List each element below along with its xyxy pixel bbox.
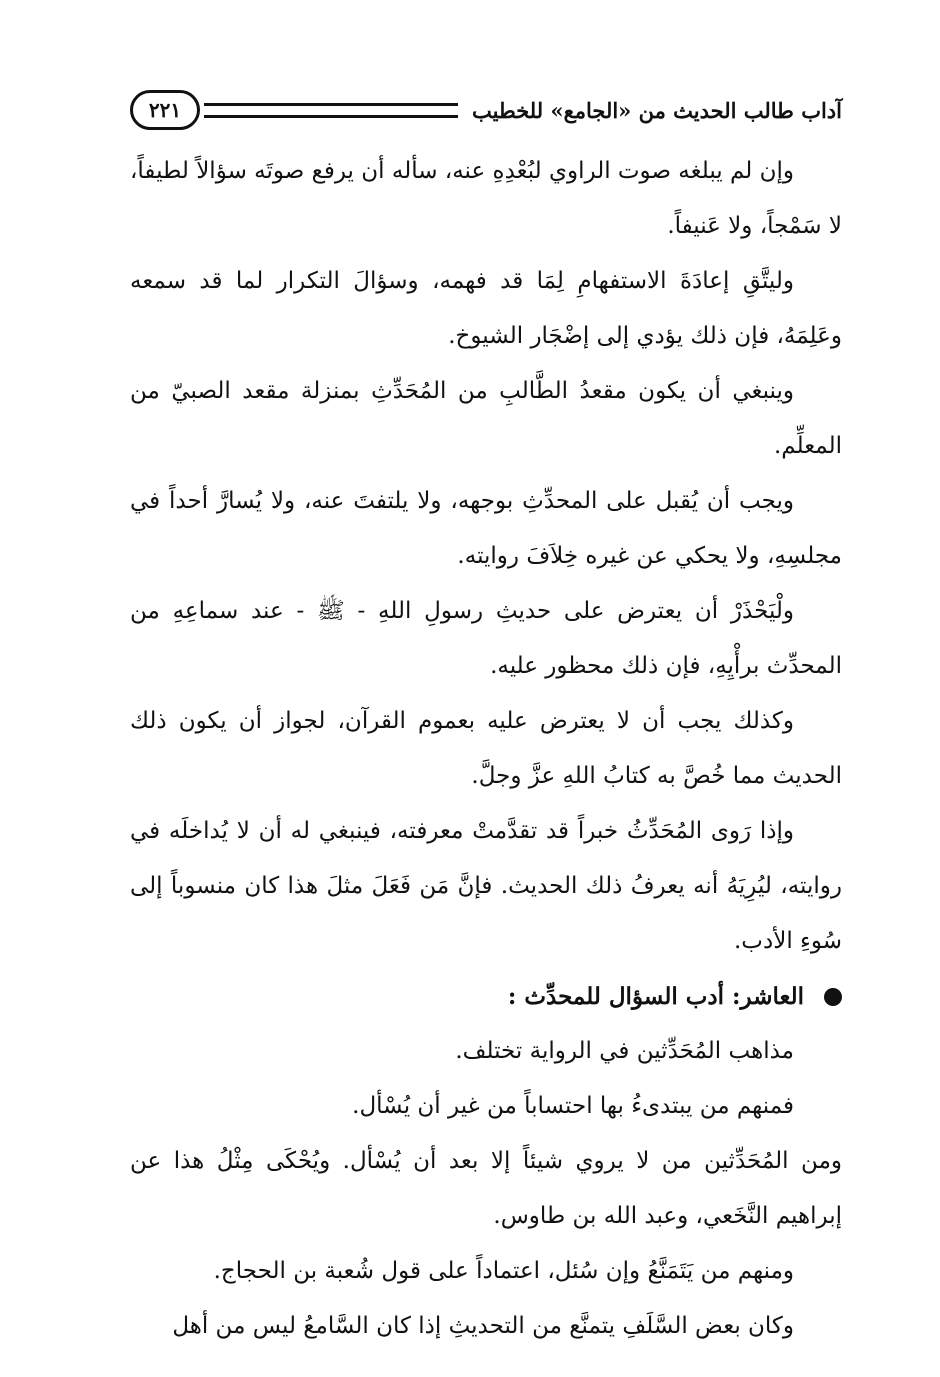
- paragraph: وكذلك يجب أن لا يعترض عليه بعموم القرآن، لجواز أن يكون ذلك الحديث مما خُصَّ به كتابُ اللهِ عزَّ وجلَّ.: [130, 708, 842, 789]
- page-header: [130, 84, 842, 136]
- paragraph: وينبغي أن يكون مقعدُ الطَّالبِ من المُحَدِّثِ بمنزلة مقعد الصبيّ من المعلِّم.: [130, 378, 842, 459]
- paragraph: وكان بعض السَّلَفِ يتمنَّع من التحديثِ إذا كان السَّامعُ ليس من أهل: [172, 1313, 794, 1339]
- paragraph: ولْيَحْذَرْ أن يعترض على حديثِ رسولِ اللهِ - ﷺ - عند سماعِهِ من المحدِّث برأْيِهِ، فإن ذلك محظور عليه.: [130, 598, 842, 679]
- running-title: آداب طالب الحديث من «الجامع» للخطيب: [472, 97, 842, 123]
- paragraph: وليتَّقِ إعادَةَ الاستفهامِ لِمَا قد فهمه، وسؤالَ التكرار لما قد سمعه وعَلِمَهُ، فإن ذلك يؤدي إلى إضْجَار الشيوخ.: [130, 268, 842, 349]
- bullet-icon: [824, 988, 842, 1006]
- paragraph: فمنهم من يبتدىءُ بها احتساباً من غير أن يُسْأل.: [352, 1093, 794, 1119]
- paragraph: وإن لم يبلغه صوت الراوي لبُعْدِهِ عنه، سأله أن يرفع صوتَه سؤالاً لطيفاً، لا سَمْجاً، ولا عَنيفاً.: [130, 158, 842, 239]
- section-heading-text: العاشر: أدب السؤال للمحدِّث :: [507, 983, 804, 1010]
- paragraph: وإذا رَوى المُحَدِّثُ خبراً قد تقدَّمتْ معرفته، فينبغي له أن لا يُداخلَه في روايته، ليُرِيَهُ أنه يعرفُ ذلك الحديث. فإنَّ مَن فَعَلَ مثلَ هذا كان منسوباً إلى سُوءِ الأدب.: [130, 818, 842, 954]
- page-number-badge: ٢٢١: [130, 90, 200, 130]
- header-double-rule: [204, 103, 458, 118]
- paragraph: ومن المُحَدِّثين من لا يروي شيئاً إلا بعد أن يُسْأل. ويُحْكَى مِثْلُ هذا عن إبراهيم النَّخَعي، وعبد الله بن طاوس.: [130, 1148, 842, 1229]
- paragraph: ومنهم من يَتَمَنَّعُ وإن سُئل، اعتماداً على قول شُعبة بن الحجاج.: [213, 1258, 794, 1284]
- section-heading: [130, 969, 842, 1024]
- book-page: [130, 84, 842, 1354]
- paragraph: ويجب أن يُقبل على المحدِّثِ بوجهه، ولا يلتفتَ عنه، ولا يُسارَّ أحداً في مجلسِهِ، ولا يحكي عن غيره خِلاَفَ روايته.: [130, 488, 842, 569]
- page-body: [130, 144, 842, 1354]
- paragraph: مذاهب المُحَدِّثين في الرواية تختلف.: [455, 1038, 794, 1064]
